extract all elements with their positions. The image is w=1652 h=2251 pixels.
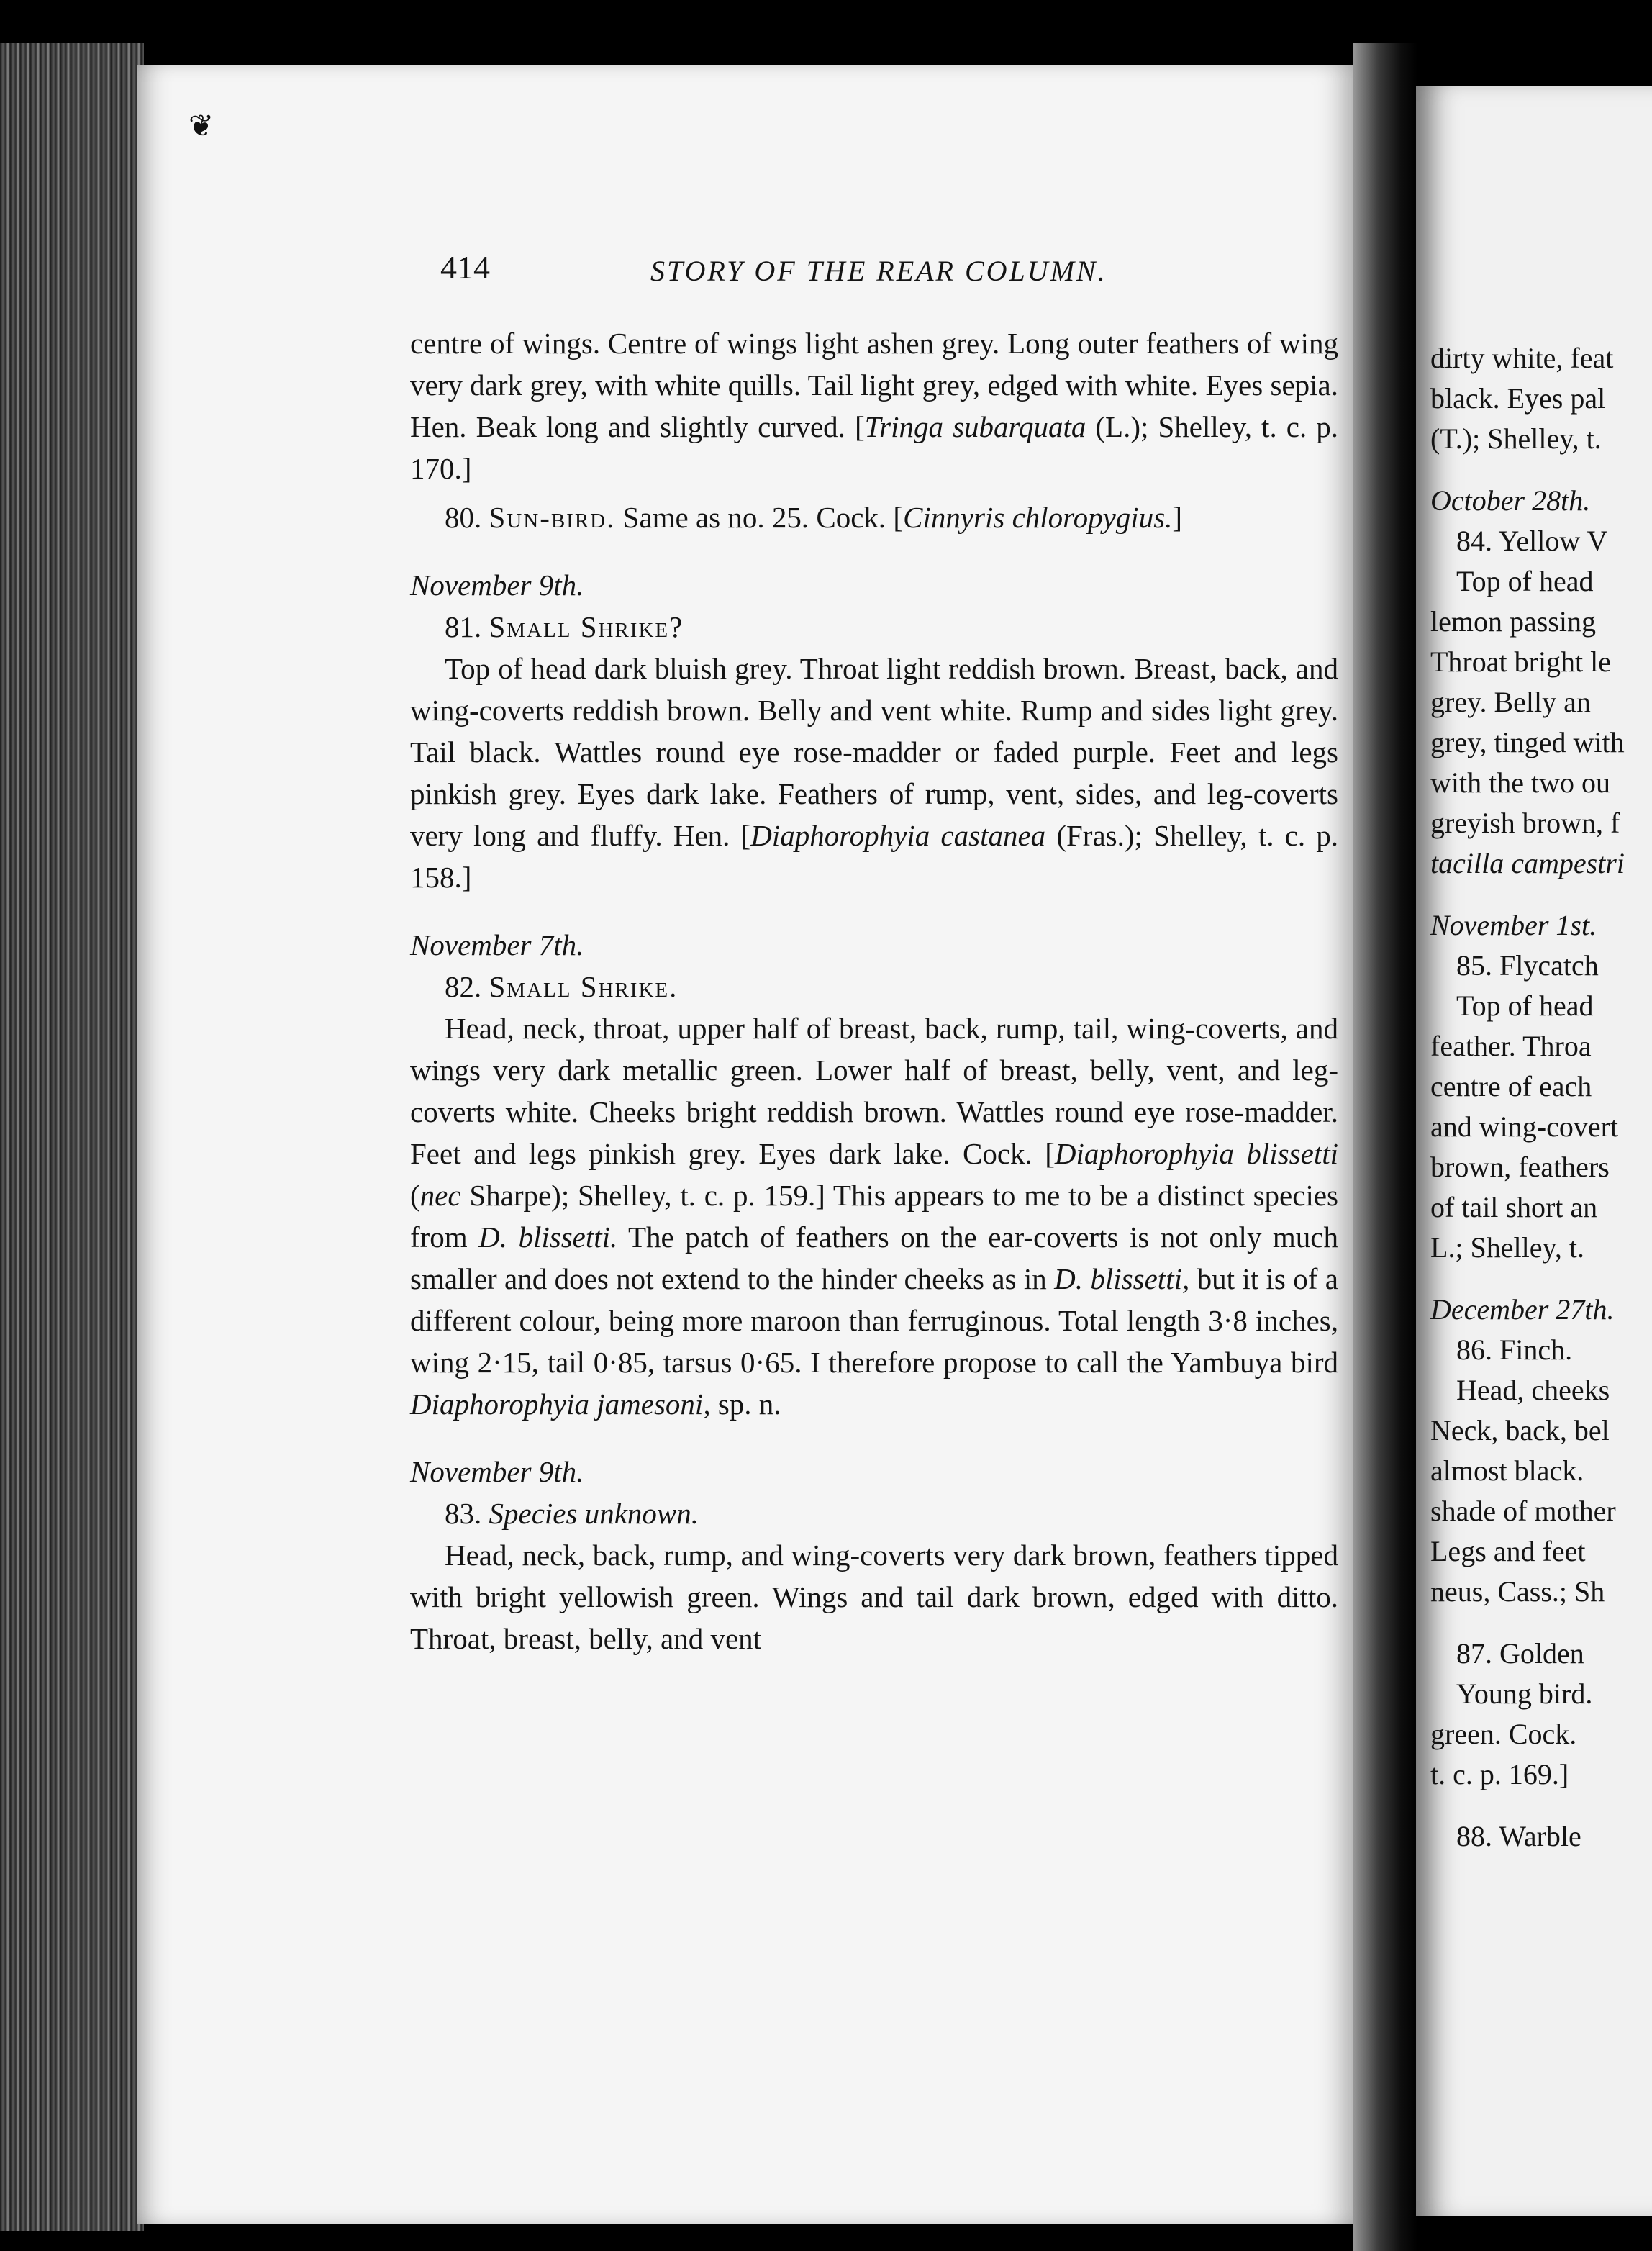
- right-page-line: and wing-covert: [1430, 1110, 1619, 1143]
- left-page-body: [410, 322, 1338, 1659]
- right-page-line: dirty white, feat: [1430, 342, 1614, 374]
- entry-83-number: 83.: [445, 1497, 482, 1530]
- right-page-line: tacilla campestri: [1430, 847, 1625, 879]
- right-page-line: 84. Yellow V: [1456, 525, 1608, 557]
- entry-82-text: (: [410, 1179, 420, 1212]
- entry-80: [410, 497, 1338, 538]
- right-page-line: shade of mother: [1430, 1495, 1616, 1527]
- book-gutter: [1353, 43, 1417, 2251]
- page-edge-stack: [0, 43, 144, 2231]
- entry-83-body: Head, neck, back, rump, and wing-coverts very dark brown, feathers tipped with bright yellowish green. Wings and tail dark brown, edged with ditto. Throat, breast, belly, and vent: [410, 1539, 1338, 1655]
- right-page-line: 85. Flycatch: [1456, 949, 1599, 982]
- right-page-line: November 1st.: [1430, 909, 1597, 941]
- corner-mark-icon: ❦: [189, 110, 214, 143]
- entry-81-number: 81.: [445, 610, 482, 643]
- right-page-line: t. c. p. 169.]: [1430, 1758, 1569, 1790]
- right-page-line: Throat bright le: [1430, 646, 1612, 678]
- entry-82-end: sp. n.: [710, 1387, 781, 1421]
- intro-text: centre of wings. Centre of wings light ashen grey. Long outer feathers of wing very dark grey, with white quills. Tail light grey, edged with white. Eyes sepia. Hen. Beak long and slightly curved. [: [410, 327, 1338, 443]
- entry-82-number: 82.: [445, 970, 482, 1003]
- right-page-line: [1430, 1795, 1652, 1816]
- right-page-line: Top of head: [1456, 565, 1594, 597]
- right-page-line: [1430, 1268, 1652, 1290]
- right-page-line: December 27th.: [1430, 1293, 1615, 1326]
- entry-81-text: Top of head dark bluish grey. Throat light reddish brown. Breast, back, and wing-coverts reddish brown. Belly and vent white. Rump and sides light grey. Tail black. Wattles round eye rose-madder or faded purple. Feet and legs pinkish grey. Eyes dark lake. Feathers of rump, vent, sides, and leg-coverts very long and fluffy. Hen. [: [410, 652, 1338, 852]
- entry-82-sci-name: D. blissetti.: [478, 1220, 618, 1254]
- entry-80-end: ]: [1172, 501, 1183, 534]
- right-page-line: 88. Warble: [1456, 1820, 1581, 1852]
- header-title: STORY OF THE REAR COLUMN.: [650, 255, 1107, 287]
- entry-82-sci-name: Diaphorophyia blissetti: [1054, 1137, 1338, 1170]
- right-page-line: brown, feathers: [1430, 1151, 1610, 1183]
- entry-81-sci-name: Diaphorophyia castanea: [750, 819, 1046, 852]
- entry-80-number: 80.: [445, 501, 482, 534]
- entry-81-heading: [410, 606, 1338, 648]
- entry-82-nec: nec: [419, 1179, 461, 1212]
- intro-tail: (L.); Shelley, t. c. p. 170.]: [410, 410, 1338, 485]
- entry-82-text: Head, neck, throat, upper half of breast, back, rump, tail, wing-coverts, and wings very dark metallic green. Lower half of breast, belly, vent, and leg-coverts white. Cheeks bright reddish brown. Wattles round eye rose-madder. Feet and legs pinkish grey. Eyes dark lake. Cock. [: [410, 1012, 1338, 1170]
- right-page-line: [1430, 459, 1652, 481]
- right-page-line: L.; Shelley, t.: [1430, 1231, 1585, 1264]
- right-page-line: of tail short an: [1430, 1191, 1598, 1223]
- right-page-line: Neck, back, bel: [1430, 1414, 1610, 1446]
- right-page-line: neus, Cass.; Sh: [1430, 1575, 1605, 1608]
- right-page-line: Young bird.: [1456, 1677, 1593, 1710]
- right-page-line: green. Cock.: [1430, 1718, 1577, 1750]
- right-page-line: Legs and feet: [1430, 1535, 1586, 1567]
- entry-82-sci-name: D. blissetti,: [1054, 1262, 1190, 1295]
- entry-81-name: Small Shrike?: [489, 610, 684, 643]
- right-page-line: black. Eyes pal: [1430, 382, 1606, 415]
- right-page-line: grey. Belly an: [1430, 686, 1591, 718]
- entry-80-text: Same as no. 25. Cock. [: [615, 501, 904, 534]
- entry-82-text: but it is of a different colour, being more maroon than ferruginous. Total length 3·8 inches, wing 2·15, tail 0·85, tarsus 0·65. I therefore propose to call the Yambuya bird: [410, 1262, 1338, 1379]
- page-number: 414: [440, 249, 490, 286]
- right-page-line: with the two ou: [1430, 766, 1610, 799]
- entry-80-sci-name: Cinnyris chloropygius.: [903, 501, 1173, 534]
- right-page-line: centre of each: [1430, 1070, 1592, 1102]
- right-page-line: October 28th.: [1430, 484, 1591, 517]
- entry-83-heading: [410, 1493, 1338, 1534]
- intro-sci-name: Tringa subarquata: [864, 410, 1086, 443]
- entry-80-name: Sun-bird.: [489, 501, 616, 534]
- right-page-fragments: [1430, 338, 1652, 1857]
- entry-82-body: [410, 1007, 1338, 1425]
- date-heading: November 7th.: [410, 928, 584, 961]
- entry-81-end: (Fras.); Shelley, t. c. p. 158.]: [410, 819, 1339, 894]
- entry-81-body: [410, 648, 1338, 898]
- right-page-line: Top of head: [1456, 989, 1594, 1022]
- date-heading: November 9th.: [410, 1455, 584, 1488]
- entry-82-text: The patch of feathers on the ear-coverts is not only much smaller and does not extend to the hinder cheeks as in: [410, 1220, 1338, 1295]
- entry-82-heading: [410, 966, 1338, 1007]
- right-page-line: (T.); Shelley, t.: [1430, 422, 1602, 455]
- right-page-line: 86. Finch.: [1456, 1333, 1573, 1366]
- entry-82-sci-name: Diaphorophyia jamesoni,: [410, 1387, 711, 1421]
- right-page-line: [1430, 884, 1652, 905]
- date-heading: November 9th.: [410, 569, 584, 602]
- right-page-line: greyish brown, f: [1430, 807, 1620, 839]
- intro-paragraph: [410, 322, 1338, 489]
- right-page-line: [1430, 1612, 1652, 1634]
- right-page-line: Head, cheeks: [1456, 1374, 1610, 1406]
- right-page-line: feather. Throa: [1430, 1030, 1592, 1062]
- right-page-line: almost black.: [1430, 1454, 1584, 1487]
- right-page-line: lemon passing: [1430, 605, 1596, 638]
- entry-82-text: Sharpe); Shelley, t. c. p. 159.] This appears to me to be a distinct species from: [410, 1179, 1338, 1254]
- entry-83-name: Species unknown.: [489, 1497, 699, 1530]
- entry-82-name: Small Shrike.: [489, 970, 678, 1003]
- right-page-line: grey, tinged with: [1430, 726, 1625, 758]
- right-page-line: 87. Golden: [1456, 1637, 1584, 1670]
- running-head: [440, 248, 1304, 299]
